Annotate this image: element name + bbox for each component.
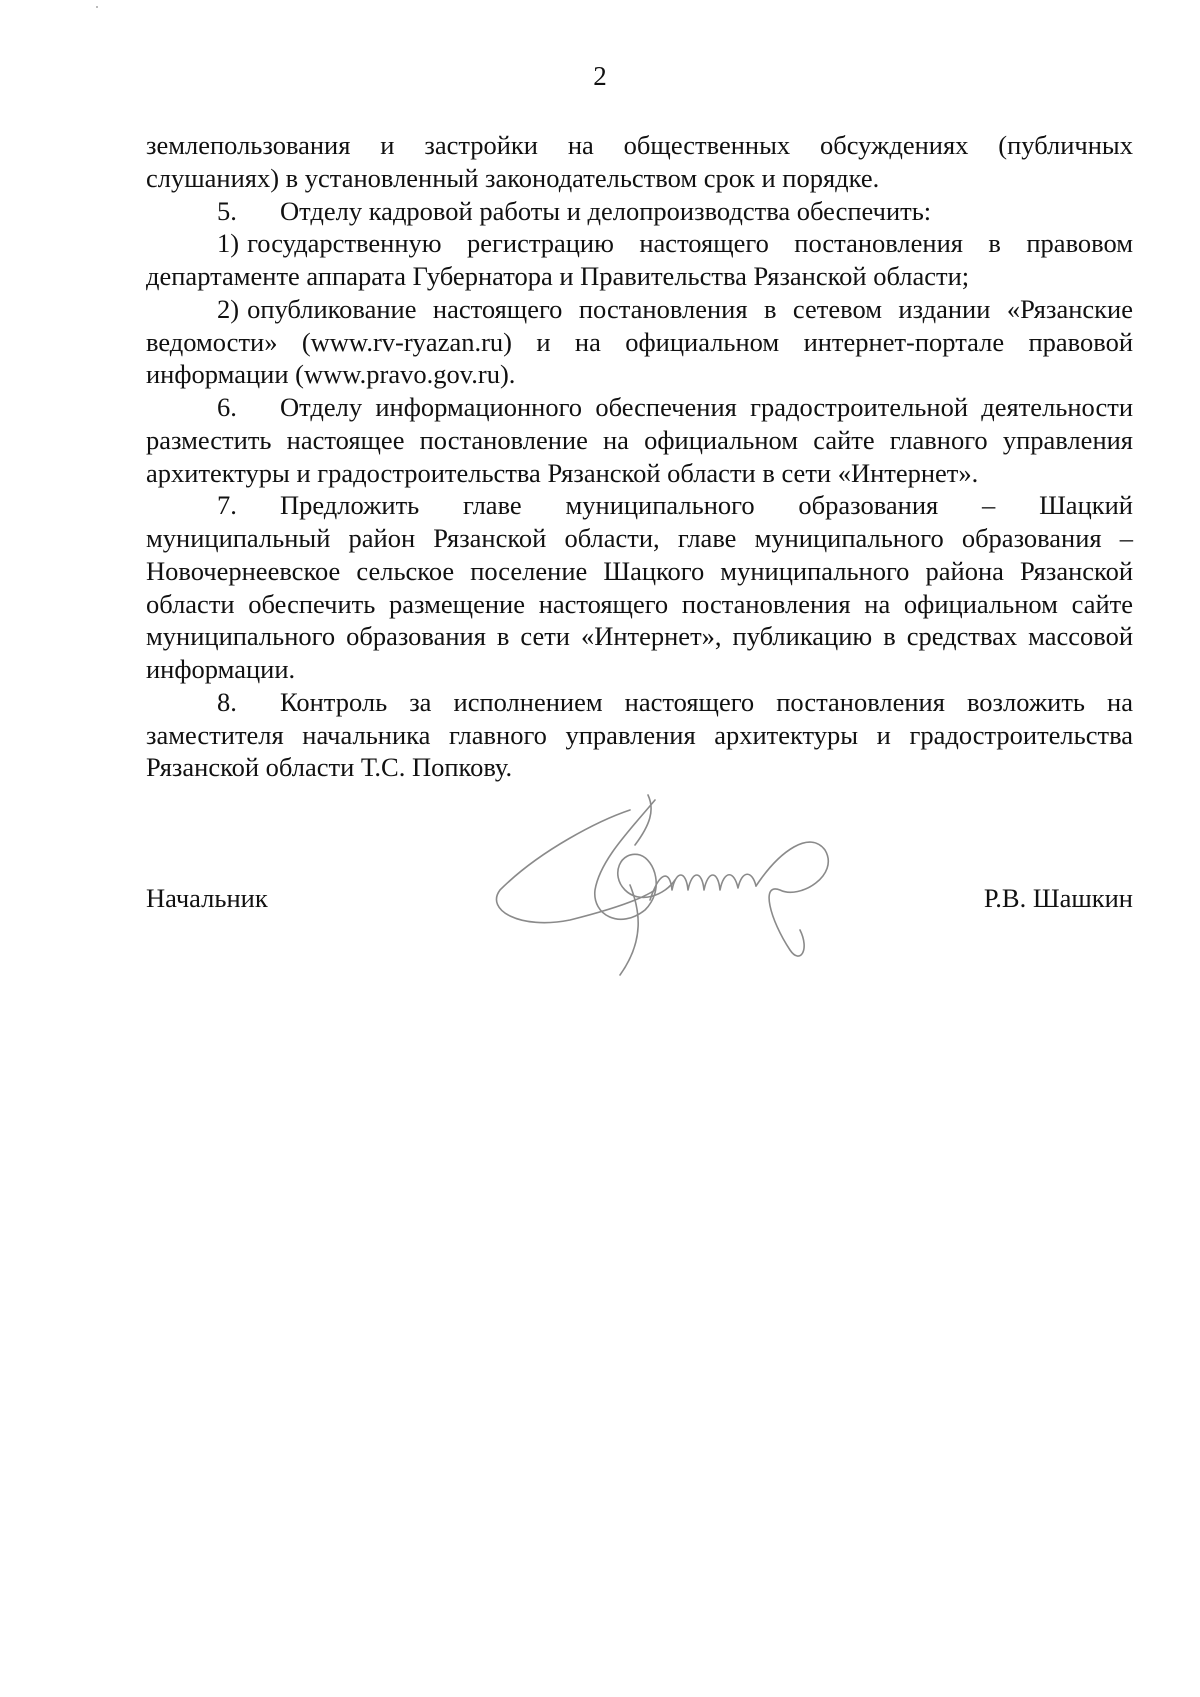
paragraph-subitem-1 <box>146 227 1133 293</box>
paragraph-item-6 <box>146 391 1133 489</box>
paragraph-number: 7. <box>217 490 237 521</box>
signatory-title: Начальник <box>146 883 268 913</box>
paragraph-subitem-2 <box>146 293 1133 391</box>
signature-waves-stroke <box>650 874 756 900</box>
paragraph-number: 8. <box>217 686 237 717</box>
paragraph-item-8 <box>146 686 1133 784</box>
paragraph-text: землепользования и застройки на общественных обсуждениях (публичных слушаниях) в установленный законодательством срок и порядке. <box>146 130 1133 193</box>
handwritten-signature <box>480 790 900 990</box>
paragraph-number: 6. <box>217 392 237 422</box>
document-body <box>146 129 1133 784</box>
signature-tail-stroke <box>756 842 828 956</box>
paragraph-text: Отделу кадровой работы и делопроизводства обеспечить: <box>280 195 932 226</box>
scan-speck <box>96 6 98 8</box>
paragraph-text: Отделу информационного обеспечения градостроительной деятельности разместить настоящее постановление на официальном сайте главного управления архитектуры и градостроительства Рязанской области в сети «Интернет». <box>146 392 1133 488</box>
signatory-name: Р.В. Шашкин <box>983 883 1133 913</box>
paragraph-text: государственную регистрацию настоящего постановления в правовом департаменте аппарата Губернатора и Правительства Рязанской области; <box>146 228 1133 291</box>
paragraph-text: Предложить главе муниципального образования – Шацкий муниципальный район Рязанской области, главе муниципального образования – Новочернеевское сельское поселение Шацкого муниципального района Рязанской области обеспечить размещение настоящего постановления на официальном сайте муниципального образования в сети «Интернет», публикацию в средствах массовой информации. <box>146 490 1133 684</box>
paragraph-continuation <box>146 129 1133 195</box>
paragraph-number: 1) <box>217 228 240 259</box>
paragraph-text: опубликование настоящего постановления в сетевом издании «Рязанские ведомости» (www.rv-ryazan.ru) и на официальном интернет-портале правовой информации (www.pravo.gov.ru). <box>146 293 1133 390</box>
paragraph-text: Контроль за исполнением настоящего постановления возложить на заместителя начальника главного управления архитектуры и градостроительства Рязанской области Т.С. Попкову. <box>146 686 1133 783</box>
signature-descender-stroke <box>620 885 638 975</box>
paragraph-item-7 <box>146 489 1133 686</box>
paragraph-item-5 <box>146 195 1133 228</box>
paragraph-number: 2) <box>217 293 240 324</box>
page-number: 2 <box>593 61 607 91</box>
paragraph-number: 5. <box>217 195 237 226</box>
